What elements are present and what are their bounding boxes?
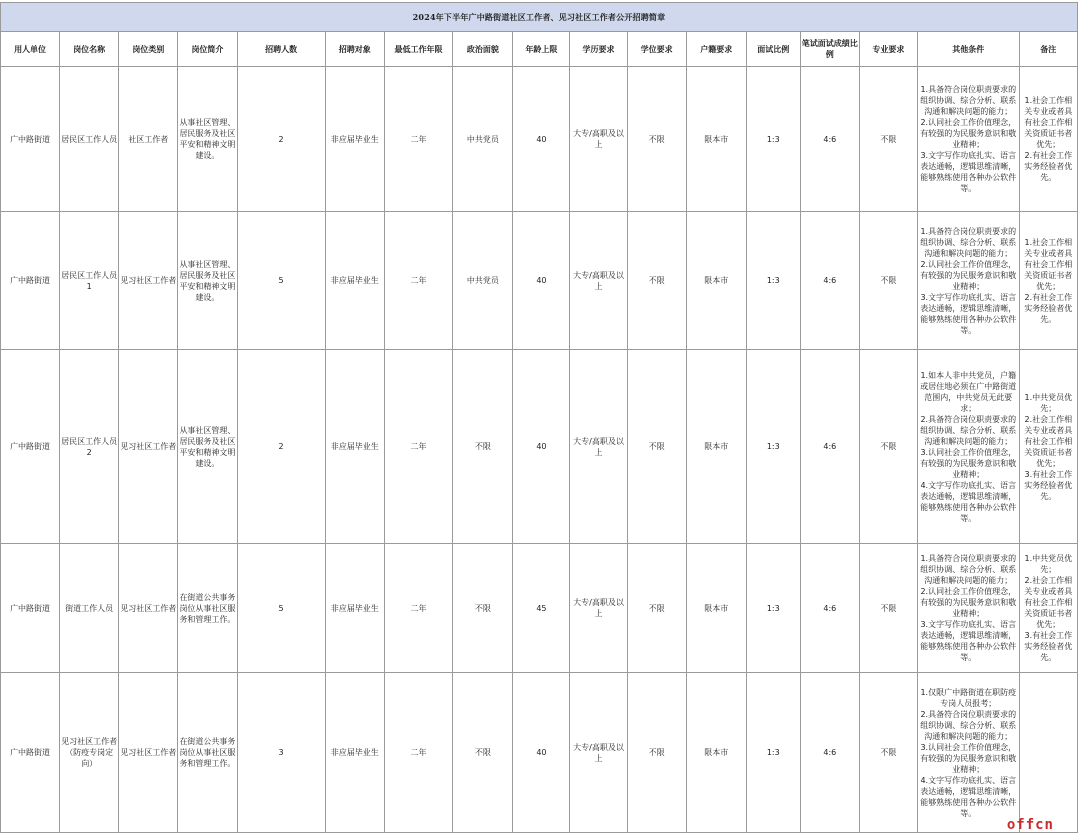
- cell-age: 40: [513, 673, 570, 833]
- document-title: 2024年下半年广中路街道社区工作者、见习社区工作者公开招聘简章: [1, 3, 1078, 32]
- cell-intro: 在街道公共事务岗位从事社区服务和管理工作。: [178, 673, 237, 833]
- header-category: 岗位类别: [119, 32, 178, 67]
- cell-score-ratio: 4:6: [800, 673, 859, 833]
- cell-remark: [1019, 673, 1077, 833]
- cell-major: 不限: [859, 350, 917, 544]
- header-row: [1, 32, 1078, 67]
- cell-hukou: 限本市: [686, 67, 746, 212]
- header-count: 招聘人数: [237, 32, 325, 67]
- cell-other: 1.具备符合岗位职责要求的组织协调、综合分析、联系沟通和解决问题的能力； 2.认同社会工作价值理念，有较强的为民服务意识和敬业精神； 3.文字写作功底扎实、语言表达通畅，逻辑思维清晰，能够熟练使用各种办公软件等。: [917, 544, 1019, 673]
- table-row: [1, 673, 1078, 833]
- cell-years: 二年: [384, 350, 452, 544]
- cell-education: 大专/高职及以上: [570, 673, 627, 833]
- cell-years: 二年: [384, 673, 452, 833]
- cell-education: 大专/高职及以上: [570, 350, 627, 544]
- cell-intro: 在街道公共事务岗位从事社区服务和管理工作。: [178, 544, 237, 673]
- cell-category: 见习社区工作者: [119, 673, 178, 833]
- cell-degree: 不限: [627, 350, 686, 544]
- title-row: [1, 3, 1078, 32]
- cell-major: 不限: [859, 212, 917, 350]
- cell-political: 中共党员: [453, 212, 513, 350]
- cell-age: 40: [513, 212, 570, 350]
- cell-remark: 1.中共党员优先； 2.社会工作相关专业或者具有社会工作相关资质证书者优先； 3.有社会工作实务经验者优先。: [1019, 544, 1077, 673]
- cell-age: 40: [513, 350, 570, 544]
- cell-other: 1.具备符合岗位职责要求的组织协调、综合分析、联系沟通和解决问题的能力； 2.认同社会工作价值理念，有较强的为民服务意识和敬业精神； 3.文字写作功底扎实、语言表达通畅，逻辑思维清晰，能够熟练使用各种办公软件等。: [917, 67, 1019, 212]
- cell-unit: 广中路街道: [1, 212, 60, 350]
- cell-target: 非应届毕业生: [325, 212, 384, 350]
- cell-interview-ratio: 1:3: [746, 67, 800, 212]
- cell-age: 45: [513, 544, 570, 673]
- cell-target: 非应届毕业生: [325, 67, 384, 212]
- cell-hukou: 限本市: [686, 212, 746, 350]
- cell-count: 3: [237, 673, 325, 833]
- header-target: 招聘对象: [325, 32, 384, 67]
- cell-political: 不限: [453, 673, 513, 833]
- cell-score-ratio: 4:6: [800, 544, 859, 673]
- header-degree: 学位要求: [627, 32, 686, 67]
- header-remark: 备注: [1019, 32, 1077, 67]
- cell-count: 2: [237, 350, 325, 544]
- cell-count: 2: [237, 67, 325, 212]
- cell-remark: 1.社会工作相关专业或者具有社会工作相关资质证书者优先； 2.有社会工作实务经验者优先。: [1019, 67, 1077, 212]
- cell-category: 见习社区工作者: [119, 212, 178, 350]
- header-age: 年龄上限: [513, 32, 570, 67]
- cell-years: 二年: [384, 544, 452, 673]
- cell-score-ratio: 4:6: [800, 212, 859, 350]
- cell-position: 见习社区工作者（防疫专岗定向）: [60, 673, 119, 833]
- cell-major: 不限: [859, 67, 917, 212]
- table-row: [1, 67, 1078, 212]
- cell-age: 40: [513, 67, 570, 212]
- cell-score-ratio: 4:6: [800, 350, 859, 544]
- cell-position: 街道工作人员: [60, 544, 119, 673]
- cell-degree: 不限: [627, 544, 686, 673]
- cell-category: 见习社区工作者: [119, 544, 178, 673]
- cell-political: 不限: [453, 350, 513, 544]
- cell-interview-ratio: 1:3: [746, 544, 800, 673]
- table-row: [1, 350, 1078, 544]
- recruitment-table: [0, 2, 1078, 833]
- cell-remark: 1.中共党员优先； 2.社会工作相关专业或者具有社会工作相关资质证书者优先； 3.有社会工作实务经验者优先。: [1019, 350, 1077, 544]
- table-row: [1, 544, 1078, 673]
- cell-hukou: 限本市: [686, 673, 746, 833]
- cell-count: 5: [237, 544, 325, 673]
- cell-other: 1.如本人非中共党员，户籍或居住地必须在广中路街道范围内，中共党员无此要求； 2.具备符合岗位职责要求的组织协调、综合分析、联系沟通和解决问题的能力； 3.认同社会工作价值理念，有较强的为民服务意识和敬业精神； 4.文字写作功底扎实、语言表达通畅，逻辑思维清晰，能够熟练使用各种办公软件等。: [917, 350, 1019, 544]
- header-intro: 岗位简介: [178, 32, 237, 67]
- cell-unit: 广中路街道: [1, 67, 60, 212]
- cell-interview-ratio: 1:3: [746, 212, 800, 350]
- cell-years: 二年: [384, 67, 452, 212]
- cell-target: 非应届毕业生: [325, 673, 384, 833]
- cell-political: 中共党员: [453, 67, 513, 212]
- cell-education: 大专/高职及以上: [570, 212, 627, 350]
- watermark-logo: offcn: [1006, 817, 1054, 833]
- cell-target: 非应届毕业生: [325, 544, 384, 673]
- cell-degree: 不限: [627, 67, 686, 212]
- header-years: 最低工作年限: [384, 32, 452, 67]
- recruitment-sheet: [0, 2, 1078, 833]
- cell-years: 二年: [384, 212, 452, 350]
- cell-intro: 从事社区管理、居民服务及社区平安和精神文明建设。: [178, 212, 237, 350]
- cell-category: 社区工作者: [119, 67, 178, 212]
- cell-other: 1.具备符合岗位职责要求的组织协调、综合分析、联系沟通和解决问题的能力； 2.认同社会工作价值理念，有较强的为民服务意识和敬业精神； 3.文字写作功底扎实、语言表达通畅，逻辑思维清晰，能够熟练使用各种办公软件等。: [917, 212, 1019, 350]
- cell-unit: 广中路街道: [1, 544, 60, 673]
- cell-interview-ratio: 1:3: [746, 673, 800, 833]
- cell-political: 不限: [453, 544, 513, 673]
- cell-hukou: 限本市: [686, 350, 746, 544]
- cell-interview-ratio: 1:3: [746, 350, 800, 544]
- header-score-ratio: 笔试面试成绩比例: [800, 32, 859, 67]
- cell-hukou: 限本市: [686, 544, 746, 673]
- cell-degree: 不限: [627, 673, 686, 833]
- header-position: 岗位名称: [60, 32, 119, 67]
- cell-unit: 广中路街道: [1, 673, 60, 833]
- header-major: 专业要求: [859, 32, 917, 67]
- header-hukou: 户籍要求: [686, 32, 746, 67]
- cell-intro: 从事社区管理、居民服务及社区平安和精神文明建设。: [178, 350, 237, 544]
- cell-count: 5: [237, 212, 325, 350]
- header-education: 学历要求: [570, 32, 627, 67]
- cell-degree: 不限: [627, 212, 686, 350]
- cell-major: 不限: [859, 544, 917, 673]
- cell-unit: 广中路街道: [1, 350, 60, 544]
- cell-position: 居民区工作人员1: [60, 212, 119, 350]
- cell-position: 居民区工作人员: [60, 67, 119, 212]
- cell-category: 见习社区工作者: [119, 350, 178, 544]
- cell-other: 1.仅限广中路街道在职防疫专岗人员报考； 2.具备符合岗位职责要求的组织协调、综合分析、联系沟通和解决问题的能力； 3.认同社会工作价值理念，有较强的为民服务意识和敬业精神； 4.文字写作功底扎实、语言表达通畅，逻辑思维清晰，能够熟练使用各种办公软件等。: [917, 673, 1019, 833]
- header-political: 政治面貌: [453, 32, 513, 67]
- header-interview-ratio: 面试比例: [746, 32, 800, 67]
- table-row: [1, 212, 1078, 350]
- header-unit: 用人单位: [1, 32, 60, 67]
- cell-education: 大专/高职及以上: [570, 544, 627, 673]
- cell-target: 非应届毕业生: [325, 350, 384, 544]
- cell-score-ratio: 4:6: [800, 67, 859, 212]
- header-other: 其他条件: [917, 32, 1019, 67]
- cell-intro: 从事社区管理、居民服务及社区平安和精神文明建设。: [178, 67, 237, 212]
- cell-remark: 1.社会工作相关专业或者具有社会工作相关资质证书者优先； 2.有社会工作实务经验者优先。: [1019, 212, 1077, 350]
- cell-position: 居民区工作人员2: [60, 350, 119, 544]
- cell-education: 大专/高职及以上: [570, 67, 627, 212]
- cell-major: 不限: [859, 673, 917, 833]
